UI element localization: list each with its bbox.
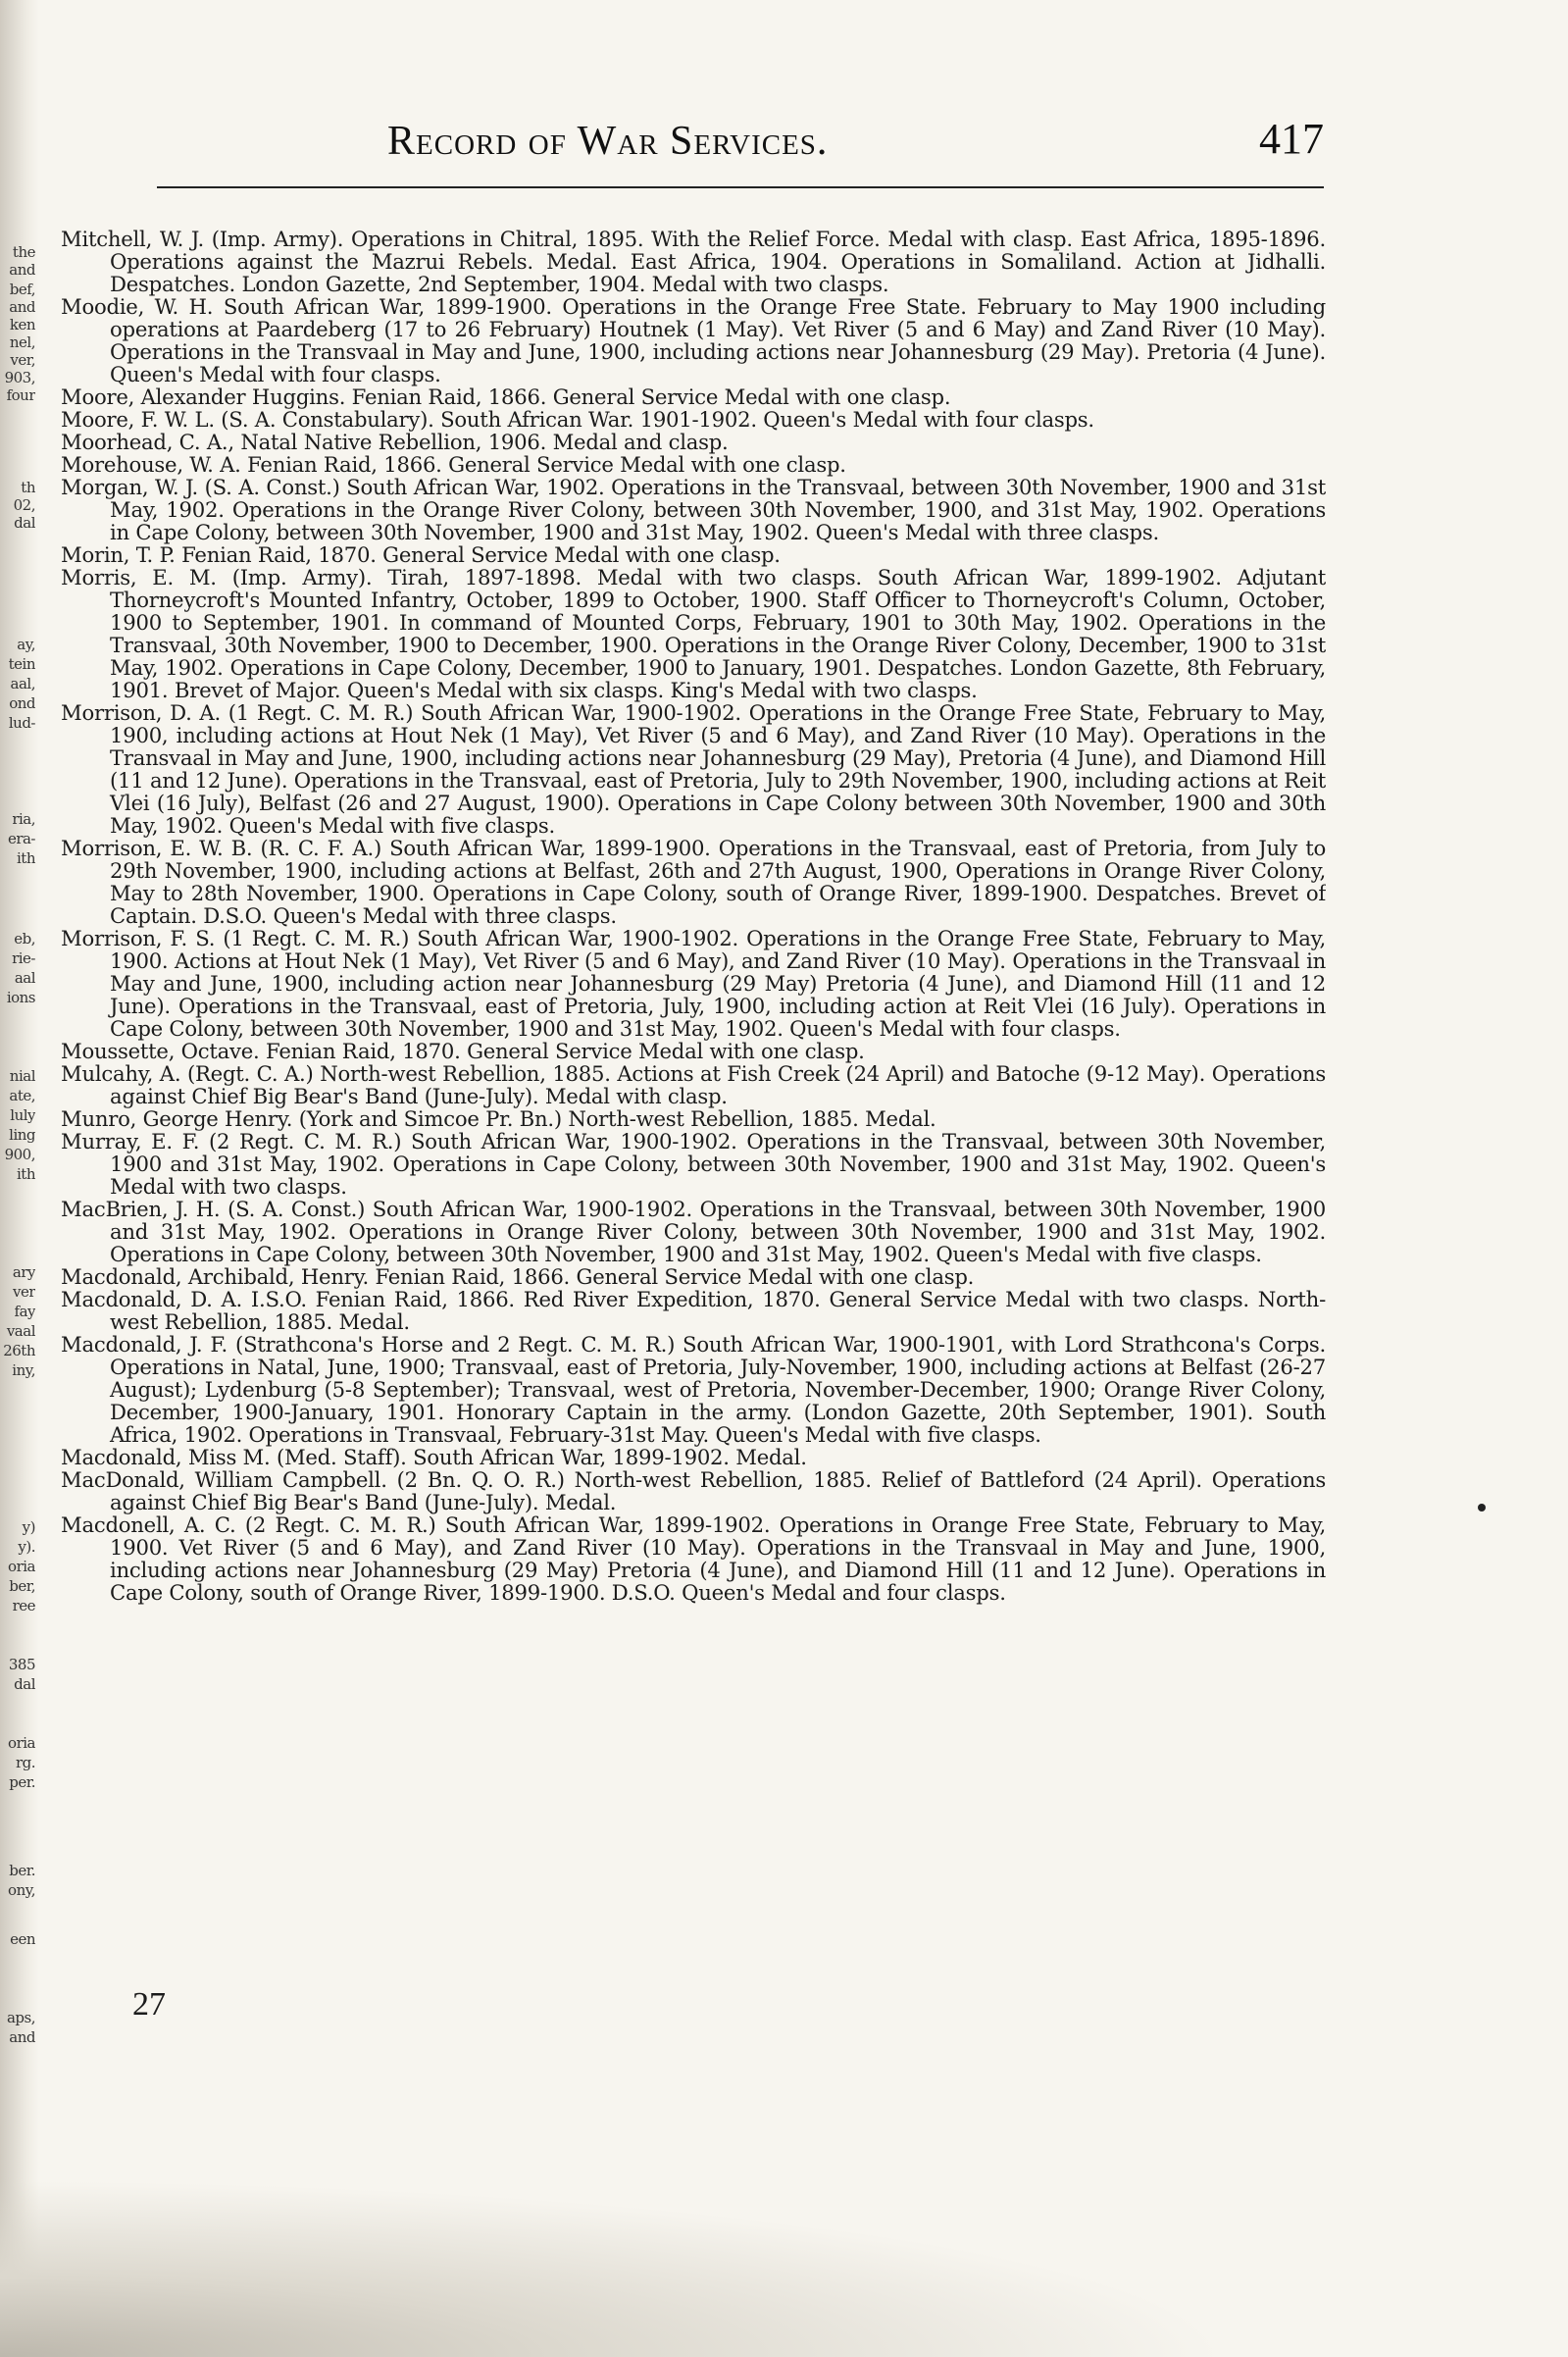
margin-fragment: nial [9, 1069, 35, 1084]
margin-fragment: ate, [9, 1089, 35, 1103]
header-rule [157, 186, 1324, 188]
margin-fragment: ay, [17, 638, 35, 652]
war-record-entry: Macdonald, D. A. I.S.O. Fenian Raid, 1866. Red River Expedition, 1870. General Service Medal with two clasps. North-west Rebellion, 1885. Medal. [61, 1287, 1326, 1334]
war-record-entry: Macdonald, Miss M. (Med. Staff). South African War, 1899-1902. Medal. [61, 1445, 807, 1469]
war-record-entry: Morgan, W. J. (S. A. Const.) South African War, 1902. Operations in the Transvaal, between 30th November, 1900 and 31st May, 1902. Operations in the Orange River Colony, between 30th November, 1900, and 31st May, 1902. Operations in Cape Colony, between 30th November, 1900 and 31st May, 1902. Queen's Medal with three clasps. [61, 475, 1326, 544]
margin-fragment: aal, [10, 677, 35, 692]
war-record-entry: Moussette, Octave. Fenian Raid, 1870. General Service Medal with one clasp. [61, 1039, 865, 1063]
margin-fragment: 903, [4, 371, 35, 385]
margin-fragment: ions [6, 991, 35, 1005]
margin-fragment: rie- [12, 951, 35, 966]
margin-fragment: tein [8, 657, 35, 672]
margin-fragment: bef, [9, 282, 35, 297]
margin-fragment: ver, [10, 353, 35, 368]
war-record-entry: Morrison, E. W. B. (R. C. F. A.) South African War, 1899-1900. Operations in the Transvaal, east of Pretoria, from July to 29th November, 1900, including actions at Belfast, 26th and 27th August, 1900, Operations in Orange River Colony, May to 28th November, 1900. Operations in Cape Colony, south of Orange River, 1899-1900. Despatches. Brevet of Captain. D.S.O. Queen's Medal with three clasps. [61, 836, 1326, 928]
margin-fragment: eb, [14, 932, 35, 947]
margin-fragment: ria, [12, 812, 35, 827]
margin-fragment: aal [14, 971, 35, 986]
war-record-entry: Macdonald, J. F. (Strathcona's Horse and 2 Regt. C. M. R.) South African War, 1900-1901, with Lord Strathcona's Corps. Operations in Natal, June, 1900; Transvaal, east of Pretoria, July-November, 1900, including actions at Belfast (26-27 August); Lydenburg (5-8 September); Transvaal, west of Pretoria, November-December, 1900; Orange River Colony, December, 1900-January, 1901. Honorary Captain in the army. (London Gazette, 20th September, 1901). South Africa, 1902. Operations in Transvaal, February-31st May. Queen's Medal with five clasps. [61, 1332, 1326, 1447]
margin-fragment: the [12, 245, 35, 260]
war-record-entry: Murray, E. F. (2 Regt. C. M. R.) South African War, 1900-1902. Operations in the Transvaal, between 30th November, 1900 and 31st May, 1902. Operations in Cape Colony, between 30th November, 1900 and 31st May, 1902. Queen's Medal with two clasps. [61, 1129, 1326, 1199]
margin-fragment: 26th [3, 1344, 35, 1358]
margin-fragment: ber. [9, 1864, 35, 1878]
margin-fragment: ith [17, 1167, 35, 1182]
margin-fragment: ling [9, 1128, 35, 1143]
margin-fragment: dal [14, 1677, 35, 1692]
war-record-entry: Morris, E. M. (Imp. Army). Tirah, 1897-1898. Medal with two clasps. South African War, 1899-1902. Adjutant Thorneycroft's Mounted Infantry, October, 1899 to October, 1900. Staff Officer to Thorneycroft's Column, October, 1900 to September, 1901. In command of Mounted Corps, February, 1901 to 30th May, 1902. Operations in the Transvaal, 30th November, 1900 to December, 1900. Operations in the Orange River Colony, December, 1900 to 31st May, 1902. Operations in Cape Colony, December, 1900 to January, 1901. Despatches. London Gazette, 8th February, 1901. Brevet of Major. Queen's Medal with six clasps. King's Medal with two clasps. [61, 565, 1326, 702]
margin-fragment: aps, [6, 2011, 35, 2025]
war-record-entry: Morin, T. P. Fenian Raid, 1870. General Service Medal with one clasp. [61, 542, 781, 567]
margin-fragment: ary [12, 1265, 35, 1280]
margin-fragment: dal [14, 516, 35, 531]
facing-page-margin [0, 245, 35, 2109]
margin-fragment: vaal [6, 1324, 35, 1339]
war-record-entry: Macdonell, A. C. (2 Regt. C. M. R.) South African War, 1899-1902. Operations in Orange Free State, February to May, 1900. Vet River (5 and 6 May), and Zand River (10 May). Operations in the Transvaal in May and June, 1900, including actions near Johannesburg (29 May) Pretoria (4 June), and Diamond Hill (11 and 12 June). Operations in Cape Colony, south of Orange River, 1899-1900. D.S.O. Queen's Medal and four clasps. [61, 1512, 1326, 1605]
margin-fragment: oria [8, 1736, 35, 1751]
page-curl-shadow [0, 2131, 1568, 2357]
margin-fragment: iny, [12, 1363, 35, 1378]
margin-fragment: era- [7, 832, 35, 846]
margin-fragment: een [10, 1932, 35, 1947]
margin-fragment: ree [12, 1599, 35, 1614]
margin-fragment: luly [10, 1108, 35, 1123]
margin-fragment: oria [8, 1560, 35, 1574]
war-record-entry: MacBrien, J. H. (S. A. Const.) South African War, 1900-1902. Operations in the Transvaal, between 30th November, 1900 and 31st May, 1902. Operations in Orange River Colony, between 30th November, 1900 and 31st May, 1902. Operations in Cape Colony, between 30th November, 1900 and 31st May, 1902. Queen's Medal with five clasps. [61, 1197, 1326, 1266]
page-header [137, 108, 1324, 177]
war-record-entry: Mitchell, W. J. (Imp. Army). Operations in Chitral, 1895. With the Relief Force. Medal with clasp. East Africa, 1895-1896. Operations against the Mazrui Rebels. Medal. East Africa, 1904. Operations in Somaliland. Action at Jidhalli. Despatches. London Gazette, 2nd September, 1904. Medal with two clasps. [61, 228, 1326, 296]
margin-fragment: lud- [8, 716, 35, 731]
page-number: 417 [1259, 115, 1324, 163]
margin-fragment: 385 [8, 1658, 35, 1672]
margin-fragment: fay [14, 1305, 35, 1319]
margin-fragment: ony, [8, 1883, 35, 1898]
war-record-entry: MacDonald, William Campbell. (2 Bn. Q. O. R.) North-west Rebellion, 1885. Relief of Battleford (24 April). Operations against Chief Big Bear's Band (June-July). Medal. [61, 1467, 1326, 1514]
war-record-entry: Moorhead, C. A., Natal Native Rebellion, 1906. Medal and clasp. [61, 430, 729, 454]
war-record-entry: Moore, F. W. L. (S. A. Constabulary). South African War. 1901-1902. Queen's Medal with four clasps. [61, 407, 1094, 432]
signature-mark: 27 [132, 1986, 166, 2023]
margin-fragment: y) [22, 1520, 35, 1535]
war-record-entry: Moore, Alexander Huggins. Fenian Raid, 1866. General Service Medal with one clasp. [61, 384, 951, 409]
war-record-entry: Morrison, F. S. (1 Regt. C. M. R.) South African War, 1900-1902. Operations in the Orange Free State, February to May, 1900. Actions at Hout Nek (1 May), Vet River (5 and 6 May), and Zand River (10 May). Operations in the Transvaal in May and June, 1900, including action near Johannesburg (29 May) Pretoria (4 June), and Diamond Hill (11 and 12 June). Operations in the Transvaal, east of Pretoria, July, 1900, including action at Reit Vlei (16 July). Operations in Cape Colony, between 30th November, 1900 and 31st May, 1902. Queen's Medal with four clasps. [61, 926, 1326, 1041]
margin-fragment: and [9, 263, 35, 278]
war-record-entry: Mulcahy, A. (Regt. C. A.) North-west Rebellion, 1885. Actions at Fish Creek (24 April) and Batoche (9-12 May). Operations against Chief Big Bear's Band (June-July). Medal with clasp. [61, 1061, 1326, 1108]
margin-fragment: y). [18, 1540, 35, 1555]
margin-fragment: rg. [15, 1756, 35, 1770]
margin-fragment: th [21, 481, 35, 495]
margin-fragment: four [6, 388, 35, 403]
running-title: Record of War Services. [387, 119, 829, 164]
margin-fragment: ken [9, 318, 35, 333]
margin-fragment: and [9, 300, 35, 315]
margin-fragment: nel, [9, 335, 35, 350]
war-record-entry: Macdonald, Archibald, Henry. Fenian Raid, 1866. General Service Medal with one clasp. [61, 1264, 975, 1289]
war-record-entry: Munro, George Henry. (York and Simcoe Pr. Bn.) North-west Rebellion, 1885. Medal. [61, 1106, 936, 1131]
ink-spot [1478, 1504, 1486, 1512]
war-record-entry: Moodie, W. H. South African War, 1899-1900. Operations in the Orange Free State. February to May 1900 including operations at Paardeberg (17 to 26 February) Houtnek (1 May). Vet River (5 and 6 May) and Zand River (10 May). Operations in the Transvaal in May and June, 1900, including actions near Johannesburg (29 May). Pretoria (4 June). Queen's Medal with four clasps. [61, 294, 1326, 386]
war-record-entry: Morehouse, W. A. Fenian Raid, 1866. General Service Medal with one clasp. [61, 452, 846, 477]
margin-fragment: ver [12, 1285, 35, 1300]
margin-fragment: 02, [13, 498, 35, 513]
margin-fragment: 900, [4, 1148, 35, 1162]
margin-fragment: and [9, 2030, 35, 2045]
entries-list [61, 228, 1326, 1983]
margin-fragment: ber, [9, 1579, 35, 1594]
war-record-entry: Morrison, D. A. (1 Regt. C. M. R.) South African War, 1900-1902. Operations in the Orange Free State, February to May, 1900, including actions at Hout Nek (1 May), Vet River (5 and 6 May), and Zand River (10 May). Operations in the Transvaal in May and June, 1900, including actions near Johannesburg (29 May), Pretoria (4 June), and Diamond Hill (11 and 12 June). Operations in the Transvaal, east of Pretoria, July to 29th November, 1900, including actions at Reit Vlei (16 July), Belfast (26 and 27 August, 1900). Operations in Cape Colony between 30th November, 1900 and 30th May, 1902. Queen's Medal with five clasps. [61, 700, 1326, 838]
margin-fragment: ith [17, 851, 35, 866]
margin-fragment: per. [9, 1775, 35, 1790]
margin-fragment: ond [9, 696, 35, 711]
